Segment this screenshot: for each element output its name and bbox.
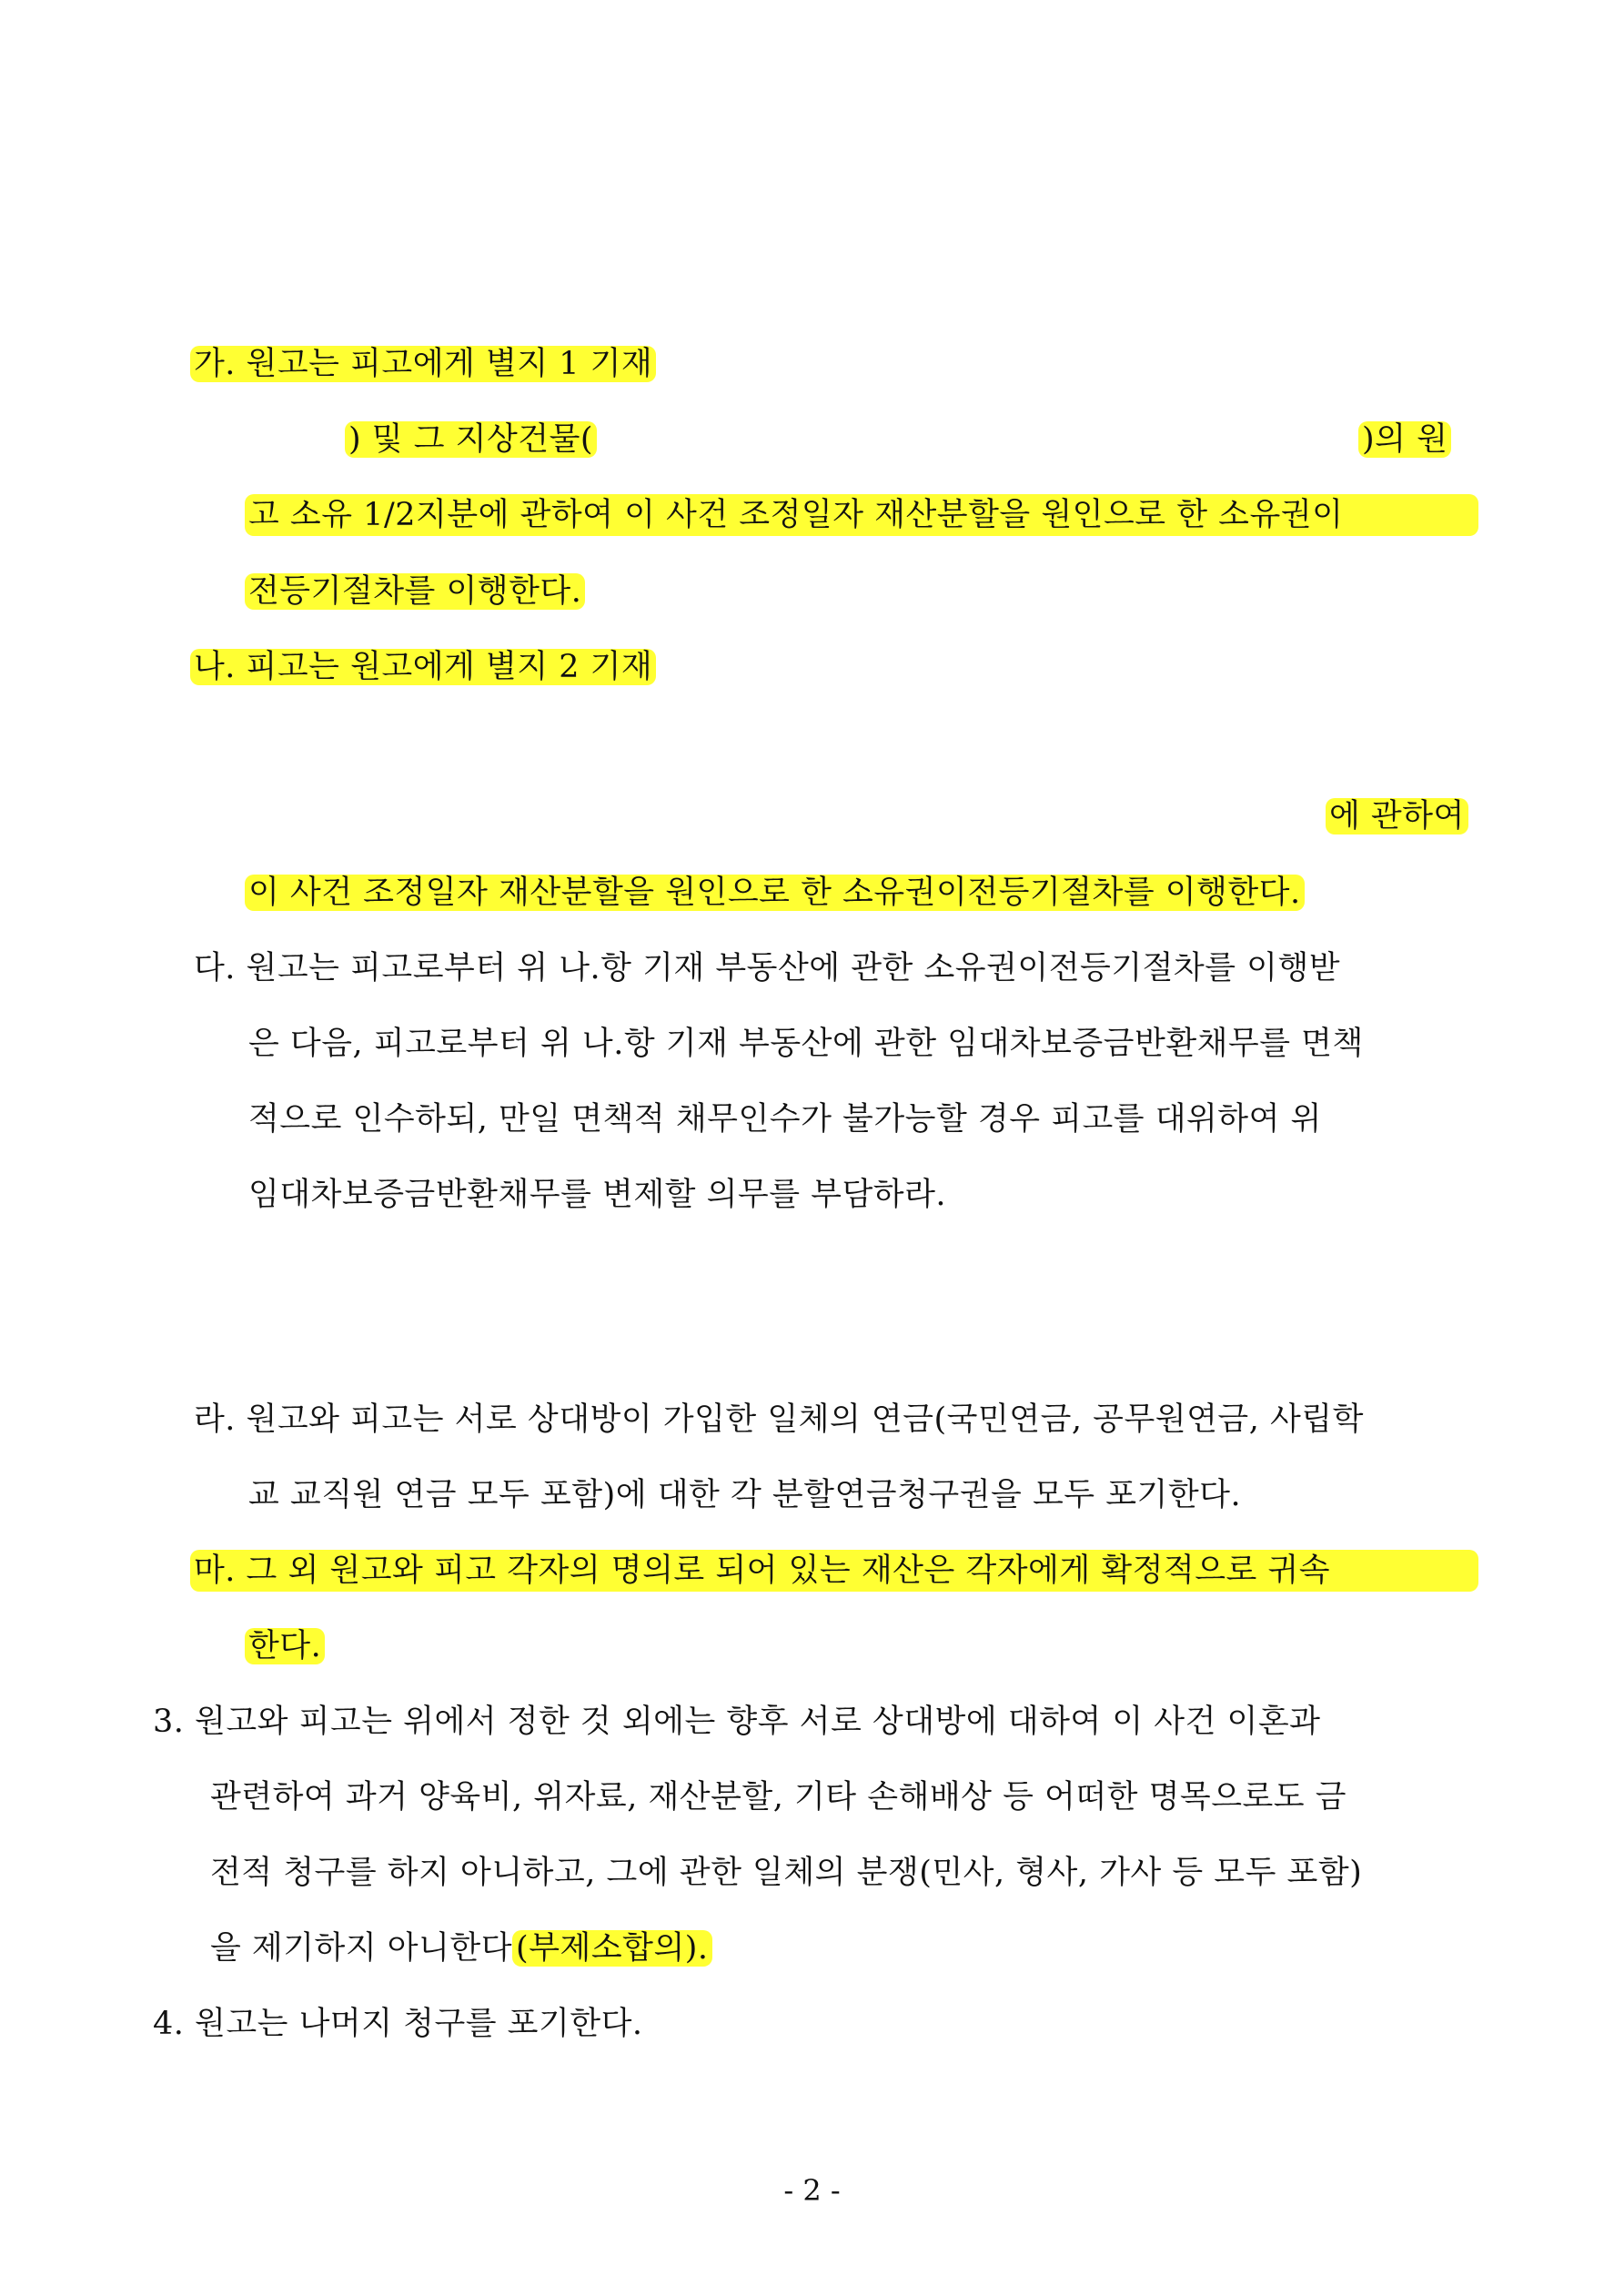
highlighted-text: )의 원 — [1358, 421, 1451, 458]
item-ra-line-2: 교 교직원 연금 모두 포함)에 대한 각 분할연금청구권을 모두 포기한다. — [248, 1477, 1242, 1513]
item-4-line-1: 4. 원고는 나머지 청구를 포기한다. — [153, 2006, 643, 2042]
highlighted-text: 한다. — [245, 1628, 325, 1664]
item-ga-line-4 — [248, 571, 581, 612]
highlighted-text: 전등기절차를 이행한다. — [245, 573, 585, 610]
item-3-line-3: 전적 청구를 하지 아니하고, 그에 관한 일체의 분쟁(민사, 형사, 가사 등 모두 포함) — [210, 1855, 1363, 1891]
item-ma-line-2 — [248, 1625, 321, 1667]
highlighted-text: 고 소유 1/2지분에 관하여 이 사건 조정일자 재산분할을 원인으로 한 소유권이 — [245, 494, 1478, 536]
item-ga-line-2b — [1362, 419, 1447, 460]
item-ma-line-1 — [194, 1550, 1475, 1592]
highlighted-text: 에 관하여 — [1326, 798, 1468, 834]
item-ga-line-1 — [194, 343, 652, 385]
highlighted-text: 나. 피고는 원고에게 별지 2 기재 — [190, 649, 656, 685]
plain-text: 을 제기하지 아니한다 — [210, 1930, 513, 1967]
highlighted-text: 가. 원고는 피고에게 별지 1 기재 — [190, 346, 656, 382]
page-number: - 2 - — [783, 2173, 841, 2208]
item-ga-line-3 — [248, 494, 1475, 536]
item-na-line-3 — [248, 872, 1301, 914]
highlighted-text: ) 및 그 지상건물( — [345, 421, 597, 458]
item-ga-line-2a — [348, 419, 593, 460]
item-da-line-1: 다. 원고는 피고로부터 위 나.항 기재 부동산에 관한 소유권이전등기절차를 이행받 — [194, 950, 1341, 986]
highlighted-text: 마. 그 외 원고와 피고 각자의 명의로 되어 있는 재산은 각자에게 확정적으로 귀속 — [190, 1550, 1478, 1592]
item-3-line-4 — [210, 1927, 709, 1969]
highlighted-text: 이 사건 조정일자 재산분할을 원인으로 한 소유권이전등기절차를 이행한다. — [245, 875, 1305, 911]
item-3-line-1: 3. 원고와 피고는 위에서 정한 것 외에는 향후 서로 상대방에 대하여 이 사건 이혼과 — [153, 1704, 1321, 1740]
item-3-line-2: 관련하여 과거 양육비, 위자료, 재산분할, 기타 손해배상 등 어떠한 명목으로도 금 — [210, 1779, 1347, 1816]
highlighted-text: (부제소합의). — [512, 1930, 712, 1967]
item-ra-line-1: 라. 원고와 피고는 서로 상대방이 가입한 일체의 연금(국민연금, 공무원연금, 사립학 — [194, 1401, 1364, 1438]
item-da-line-4: 임대차보증금반환채무를 변제할 의무를 부담하라. — [248, 1177, 947, 1213]
item-na-line-1 — [194, 646, 652, 688]
item-da-line-2: 은 다음, 피고로부터 위 나.항 기재 부동산에 관한 임대차보증금반환채무를 면책 — [248, 1026, 1364, 1062]
item-da-line-3: 적으로 인수하되, 만일 면책적 채무인수가 불가능할 경우 피고를 대위하여 위 — [248, 1101, 1322, 1138]
item-na-line-2 — [1329, 795, 1465, 837]
